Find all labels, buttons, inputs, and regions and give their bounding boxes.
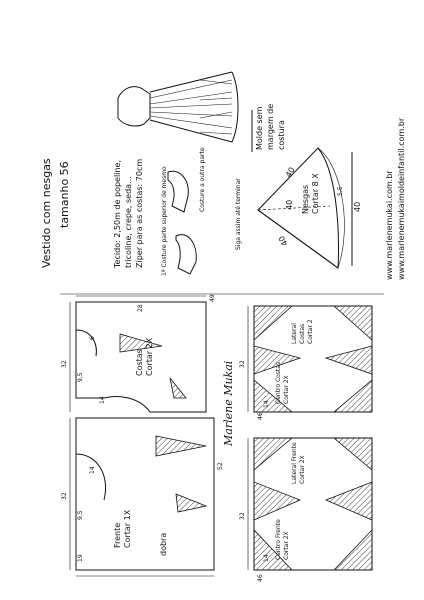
- godet-center: 40: [285, 199, 294, 210]
- back-bodice-m-14: 14: [99, 396, 106, 404]
- front-bodice-m-32: 32: [61, 492, 68, 500]
- front-skirt-label-cut-1: Cortar 2X: [299, 455, 306, 484]
- back-skirt-label-cut-2: Cortar 2X: [283, 375, 290, 404]
- front-skirt-m-46: 46: [257, 574, 264, 582]
- signature-text: Marlene Mukai: [222, 360, 235, 446]
- back-skirt-label-centro: Centro Costas: [275, 361, 282, 404]
- front-bodice-m-14: 14: [89, 466, 96, 474]
- signature: [222, 361, 235, 447]
- godet-name: Nesgas: [301, 184, 310, 214]
- front-skirt-piece: [239, 438, 372, 582]
- back-bodice-m-28: 28: [137, 304, 144, 312]
- material-notes: [113, 159, 144, 269]
- collar-label-1: Costure a outra parte: [199, 147, 206, 212]
- back-bodice-piece: [61, 294, 216, 412]
- back-bodice-m-6: 6: [89, 336, 96, 340]
- back-skirt-m-46: 46: [257, 412, 264, 420]
- front-bodice-m-9-5: 9,5: [77, 510, 84, 520]
- website-2: www.marlenemukaimoldeinfantil.com.br: [397, 117, 406, 280]
- seam-note-2: margem de: [266, 103, 275, 150]
- back-skirt-m-14: 14: [263, 400, 270, 408]
- seam-note-3: costura: [277, 120, 286, 150]
- collar-piece: [161, 147, 206, 276]
- material-note-3: Zíper para as costas: 70cm: [135, 158, 144, 268]
- godet-arc: 40: [353, 201, 362, 212]
- godet-follow-note: Siga assim até terminar: [235, 178, 242, 250]
- website-block: [385, 117, 406, 280]
- title-block: [40, 158, 71, 268]
- back-bodice-m-9-5: 9,5: [77, 372, 84, 382]
- front-bodice-name: Frente: [113, 522, 122, 548]
- front-skirt-m-32: 32: [239, 512, 246, 520]
- material-note-2: tricoline, crepe, seda...: [124, 176, 133, 268]
- front-bodice-piece: [61, 418, 224, 576]
- front-skirt-label-lateral: Lateral Frente: [291, 442, 298, 484]
- title-line-2: tamanho 56: [58, 161, 71, 228]
- front-skirt-m-14: 14: [263, 554, 270, 562]
- front-skirt-label-centro: Centro Frente: [275, 519, 282, 560]
- godet-side: 40: [276, 234, 290, 248]
- website-1: www.marlenemukai.com.br: [385, 170, 394, 280]
- back-bodice-m-49: 49: [209, 294, 216, 302]
- godet-width: 5,5: [337, 186, 344, 196]
- collar-label-2: 1ª Costure parte superior de mesmo: [161, 166, 168, 276]
- back-bodice-cut: Cortar 2X: [145, 337, 154, 376]
- back-bodice-name: Costas: [135, 349, 144, 376]
- back-skirt-piece: [239, 306, 372, 420]
- godet-cut: Cortar 8 X: [311, 173, 320, 214]
- front-bodice-cut: Cortar 1X: [123, 509, 132, 548]
- back-skirt-m-32: 32: [239, 360, 246, 368]
- back-bodice-m-32: 32: [61, 360, 68, 368]
- godet-piece: [235, 148, 362, 268]
- front-skirt-label-cut-2: Cortar 2X: [283, 531, 290, 560]
- back-skirt-label-costas: Costas: [299, 323, 306, 344]
- seam-note: [255, 104, 286, 150]
- front-bodice-fold: dobra: [159, 532, 168, 556]
- dress-sketch: [118, 72, 238, 142]
- material-note-1: Tecido: 2,50m de popeline,: [113, 160, 122, 268]
- front-bodice-m-19: 19: [77, 554, 84, 562]
- godet-edge: 40: [283, 165, 297, 179]
- back-skirt-label-lateral: Lateral: [291, 323, 298, 344]
- back-skirt-label-cut-1: Cortar 2: [307, 319, 314, 344]
- seam-note-1: Molde sem: [255, 106, 264, 150]
- title-line-1: Vestido com nesgas: [40, 158, 53, 268]
- front-bodice-m-52: 52: [217, 462, 224, 470]
